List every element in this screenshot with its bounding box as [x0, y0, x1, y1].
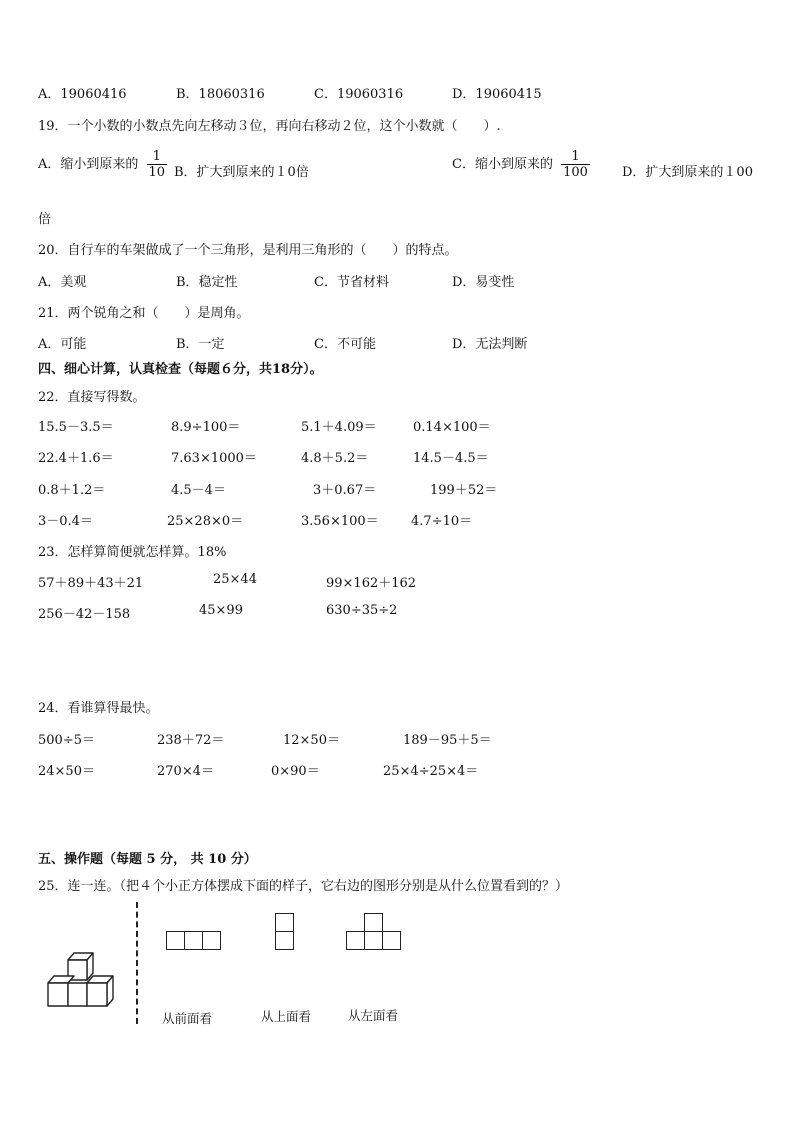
q24-item: 189－95＋5＝ [403, 733, 492, 748]
q23-item: 256－42－158 [38, 607, 131, 622]
q24-item: 0×90＝ [271, 764, 320, 779]
q23-item: 45×99 [199, 603, 243, 618]
q23-stem: 23．怎样算简便就怎样算。18% [38, 545, 227, 560]
q23-item: 57＋89＋43＋21 [38, 576, 144, 591]
section-5-title: 五、操作题（每题 5 分， 共 10 分） [38, 852, 257, 867]
q22-stem: 22．直接写得数。 [38, 390, 146, 405]
q25-stem: 25．连一连。（把４个小正方体摆成下面的样子，它右边的图形分别是从什么位置看到的？） [38, 879, 569, 894]
q21-option-c: C．不可能 [314, 337, 376, 352]
q21-option-d: D．无法判断 [452, 337, 528, 352]
cube-front-face [68, 983, 87, 1006]
fraction-denominator: 10 [148, 164, 166, 180]
fraction-numerator: 1 [152, 149, 161, 164]
q22-item: 4.7÷10＝ [411, 514, 473, 529]
view-label-front: 从前面看 [162, 1011, 213, 1026]
cube-top-face [48, 976, 74, 983]
view-label-left: 从左面看 [348, 1008, 399, 1023]
cube-arrangement-figure [40, 944, 132, 1012]
q19-option-c-text: C．缩小到原来的 [452, 157, 553, 173]
q22-item: 25×28×0＝ [167, 514, 244, 529]
section-4-title: 四、细心计算，认真检查（每题６分，共18分）。 [38, 362, 323, 377]
q19-option-d: D．扩大到原来的１00 [622, 165, 753, 180]
cube-front-face [87, 983, 107, 1006]
q18-option-a: A．19060416 [38, 87, 127, 102]
fraction-denominator: 100 [563, 164, 588, 180]
q21-option-a: A．可能 [38, 337, 87, 352]
q22-item: 15.5－3.5＝ [38, 420, 114, 435]
q19-option-c [452, 150, 594, 179]
q19-fraction-a [147, 150, 168, 179]
q24-item: 25×4÷25×4＝ [383, 764, 479, 779]
q22-item: 3＋0.67＝ [313, 483, 377, 498]
q22-item: 4.8＋5.2＝ [301, 451, 369, 466]
view-label-top: 从上面看 [261, 1009, 312, 1024]
q22-item: 7.63×1000＝ [171, 451, 257, 466]
q24-item: 500÷5＝ [38, 733, 95, 748]
q22-item: 199＋52＝ [430, 483, 498, 498]
q23-item: 25×44 [213, 572, 257, 587]
q19-fraction-c [561, 150, 590, 179]
square [275, 931, 294, 950]
square [346, 931, 365, 950]
q18-option-d: D．19060415 [452, 87, 542, 102]
q24-stem: 24．看谁算得最快。 [38, 701, 159, 716]
q19-stem: 19．一个小数的小数点先向左移动３位，再向右移动２位，这个小数就（ ）. [38, 119, 501, 134]
q23-item: 630÷35÷2 [326, 603, 398, 618]
q22-item: 5.1＋4.09＝ [301, 420, 377, 435]
q22-item: 0.14×100＝ [413, 420, 491, 435]
square [382, 931, 401, 950]
q24-item: 238＋72＝ [157, 733, 225, 748]
q24-item: 24×50＝ [38, 764, 95, 779]
q20-option-c: C．节省材料 [314, 275, 389, 290]
q20-stem: 20．自行车的车架做成了一个三角形，是利用三角形的（ ）的特点。 [38, 243, 458, 258]
dashed-divider [136, 902, 138, 1024]
square [364, 931, 383, 950]
q22-item: 4.5－4＝ [171, 483, 226, 498]
q18-option-c: C．19060316 [314, 87, 404, 102]
q20-option-d: D．易变性 [452, 275, 515, 290]
square [184, 931, 203, 950]
q18-option-b: B．18060316 [176, 87, 265, 102]
q19-option-b: B．扩大到原来的１0倍 [174, 165, 309, 180]
q22-item: 3－0.4＝ [38, 514, 93, 529]
cube-front-face [48, 983, 68, 1006]
q22-item: 14.5－4.5＝ [413, 451, 489, 466]
q19-option-a-text: A．缩小到原来的 [38, 157, 139, 173]
q22-item: 0.8＋1.2＝ [38, 483, 106, 498]
q24-item: 270×4＝ [157, 764, 214, 779]
q23-item: 99×162＋162 [326, 576, 417, 591]
q21-stem: 21．两个锐角之和（ ）是周角。 [38, 306, 250, 321]
q20-option-a: A．美观 [38, 275, 87, 290]
q24-item: 12×50＝ [283, 733, 340, 748]
square [364, 913, 383, 932]
q22-item: 3.56×100＝ [301, 514, 379, 529]
square [202, 931, 221, 950]
fraction-numerator: 1 [571, 149, 580, 164]
q22-item: 22.4＋1.6＝ [38, 451, 114, 466]
q19-option-d-continued: 倍 [38, 212, 52, 227]
q21-option-b: B．一定 [176, 337, 225, 352]
q19-option-a [38, 150, 171, 179]
square [166, 931, 185, 950]
q20-option-b: B．稳定性 [176, 275, 238, 290]
square [275, 913, 294, 932]
q22-item: 8.9÷100＝ [171, 420, 241, 435]
